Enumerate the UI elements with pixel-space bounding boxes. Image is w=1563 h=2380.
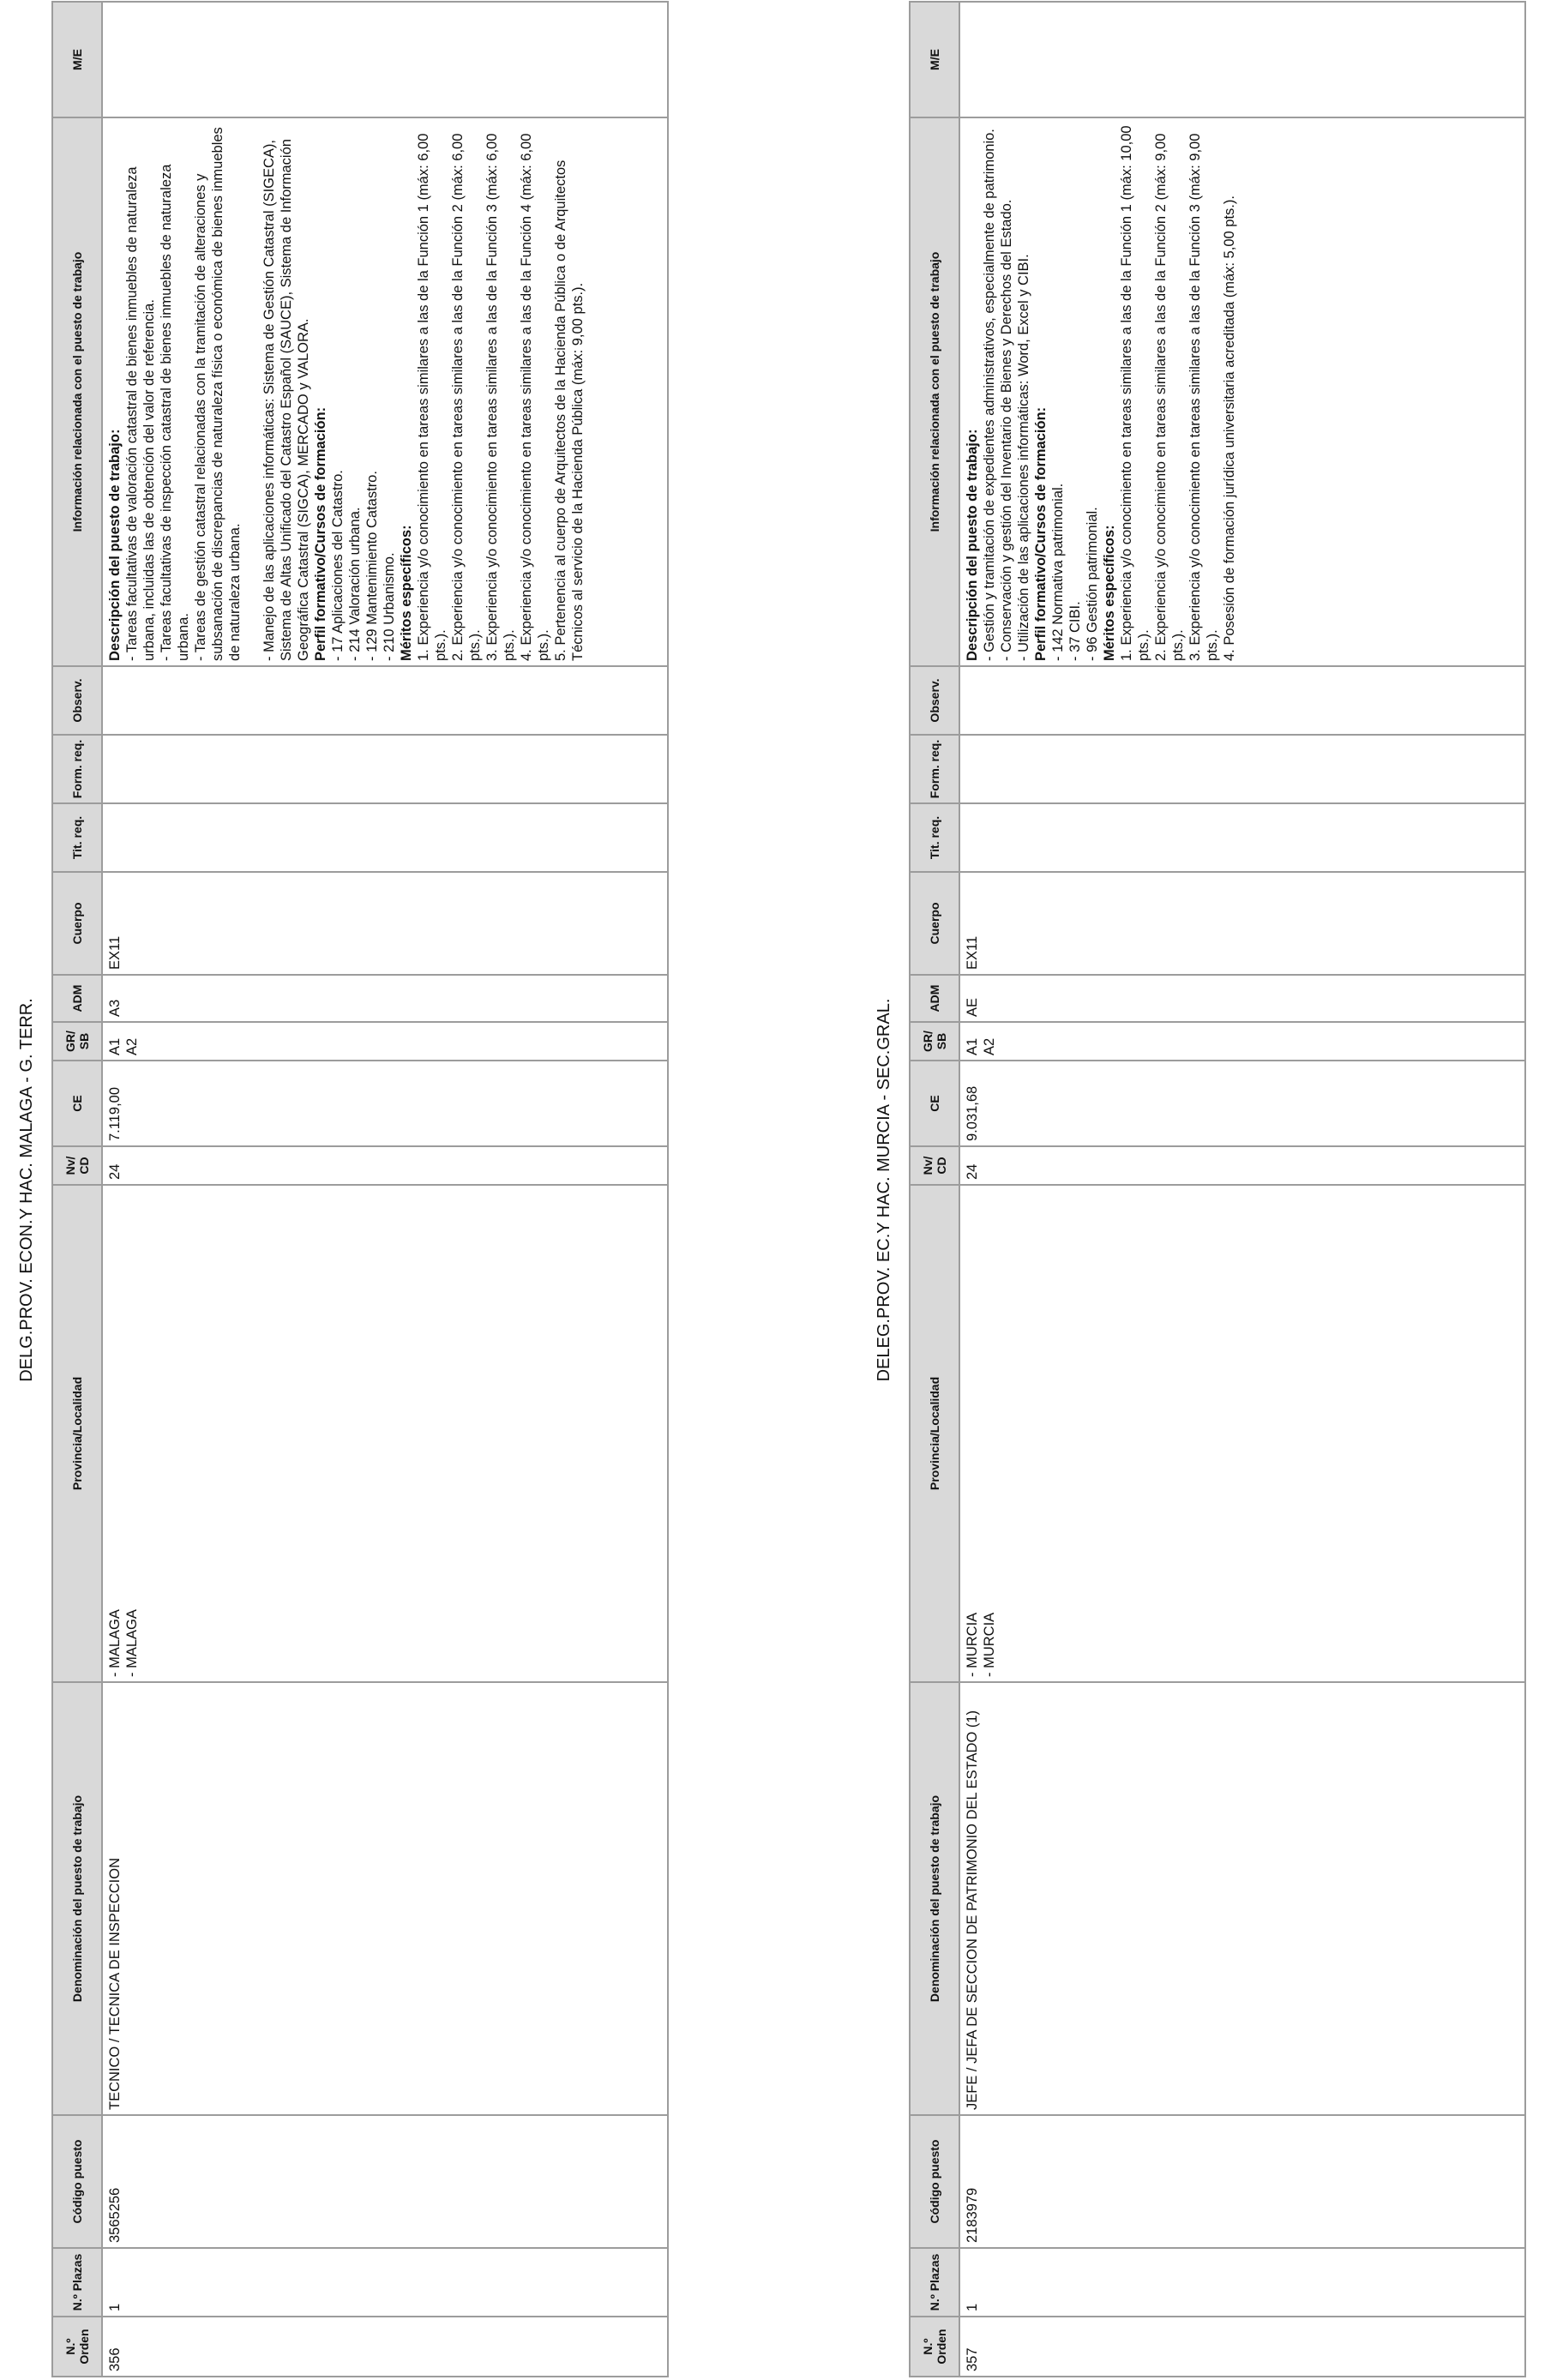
cell-adm: A3 xyxy=(102,975,668,1022)
col-grupo xyxy=(52,1022,102,1061)
cell-informacion xyxy=(959,117,1525,666)
descripcion-line: - Tareas de gestión catastral relacionadas con la tramitación de alteraciones y subsanación de discrepancias de naturaleza física o económica de bienes inmuebles de naturaleza urbana. xyxy=(193,127,243,661)
cell-cuerpo: EX11 xyxy=(959,872,1525,975)
merito-line: 1. Experiencia y/o conocimiento en tareas similares a las de la Función 1 (máx: 6,00 pts.). xyxy=(416,133,448,661)
cell-provincia xyxy=(102,1185,668,1682)
cell-observaciones xyxy=(102,666,668,735)
merito-line: 4. Posesión de formación jurídica universitaria acreditada (máx: 5,00 pts.). xyxy=(1222,195,1237,661)
col-grupo-b: SB xyxy=(935,1032,948,1050)
cell-me xyxy=(959,2,1525,117)
cell-plazas: 1 xyxy=(959,2248,1525,2317)
cell-orden: 357 xyxy=(959,2317,1525,2377)
col-ce: CE xyxy=(52,1061,102,1146)
col-codigo: Código puesto xyxy=(52,2115,102,2248)
blank-line xyxy=(243,123,261,661)
col-plazas: N.º Plazas xyxy=(52,2248,102,2317)
col-informacion: Información relacionada con el puesto de trabajo xyxy=(910,117,959,666)
descripcion-line: - Tareas facultativas de valoración catastral de bienes inmuebles de naturaleza urbana, incluidas las de obtención del valor de referencia. xyxy=(124,166,157,661)
col-cuerpo: Cuerpo xyxy=(52,872,102,975)
cell-denominacion: TECNICO / TECNICA DE INSPECCION xyxy=(102,1682,668,2115)
col-ce: CE xyxy=(910,1061,959,1146)
descripcion-line: - Utilización de las aplicaciones informáticas: Word, Excel y CIBI. xyxy=(1016,254,1031,661)
cell-denominacion: JEFE / JEFA DE SECCION DE PATRIMONIO DEL ESTADO (1) xyxy=(959,1682,1525,2115)
col-titulacion: Tit. req. xyxy=(910,803,959,872)
meritos-title: Méritos específicos: xyxy=(399,525,414,661)
merito-line: 1. Experiencia y/o conocimiento en tareas similares a las de la Función 1 (máx: 10,00 pts.). xyxy=(1119,125,1151,661)
col-orden: N.º Orden xyxy=(52,2317,102,2377)
col-informacion: Información relacionada con el puesto de trabajo xyxy=(52,117,102,666)
cell-provincia xyxy=(959,1185,1525,1682)
cell-me xyxy=(102,2,668,117)
perfil-title: Perfil formativo/Cursos de formación: xyxy=(313,406,328,661)
col-me: M/E xyxy=(52,2,102,117)
cell-codigo: 2183979 xyxy=(959,2115,1525,2248)
grupo-line: A2 xyxy=(982,1037,997,1055)
col-orden: N.º Orden xyxy=(910,2317,959,2377)
descripcion-line: - Tareas facultativas de inspección catastral de bienes inmuebles de naturaleza urbana. xyxy=(159,164,191,661)
cell-orden: 356 xyxy=(102,2317,668,2377)
perfil-line: - 129 Mantenimiento Catastro. xyxy=(364,471,380,661)
section-heading: DELEG.PROV. EC.Y HAC. MURCIA - SEC.GRAL. xyxy=(875,998,893,1382)
block-malaga xyxy=(0,3,669,2377)
col-adm: ADM xyxy=(52,975,102,1022)
grupo-line: A1 xyxy=(965,1037,980,1055)
cell-ce: 9.031,68 xyxy=(959,1061,1525,1146)
provincia-line: - MALAGA xyxy=(124,1609,140,1677)
perfil-line: - 214 Valoración urbana. xyxy=(347,507,363,661)
perfil-line: - 210 Urbanismo. xyxy=(382,552,397,661)
col-nivel-b: CD xyxy=(935,1157,948,1175)
merito-line: 2. Experiencia y/o conocimiento en tareas similares a las de la Función 2 (máx: 9,00 pts.). xyxy=(1153,133,1186,661)
cell-formacion xyxy=(959,735,1525,803)
cell-plazas: 1 xyxy=(102,2248,668,2317)
col-titulacion: Tit. req. xyxy=(52,803,102,872)
col-observaciones: Observ. xyxy=(52,666,102,735)
merito-line: 5. Pertenencia al cuerpo de Arquitectos de la Hacienda Pública o de Arquitectos Técnicos al servicio de la Hacienda Pública (máx: 9,00 pts.). xyxy=(553,159,586,661)
col-grupo xyxy=(910,1022,959,1061)
cell-observaciones xyxy=(959,666,1525,735)
descripcion-line: - Manejo de las aplicaciones informáticas: Sistema de Gestión Catastral (SIGECA), Sistema de Altas Unificado del Catastro Español (SAUCE), Sistema de Información Geográfica Catastral (SIGCA), MERCADO y VALORA. xyxy=(262,139,311,661)
cell-adm: AE xyxy=(959,975,1525,1022)
col-grupo-a: GR/ xyxy=(63,1031,77,1052)
positions-table xyxy=(909,1,1526,2377)
cell-grupo xyxy=(102,1022,668,1061)
perfil-line: - 17 Aplicaciones del Catastro. xyxy=(330,470,346,661)
col-plazas: N.º Plazas xyxy=(910,2248,959,2317)
perfil-line: - 96 Gestión patrimonial. xyxy=(1085,507,1100,661)
provincia-line: - MALAGA xyxy=(107,1609,123,1677)
col-formacion: Form. req. xyxy=(910,735,959,803)
merito-line: 2. Experiencia y/o conocimiento en tareas similares a las de la Función 2 (máx: 6,00 pts.). xyxy=(450,133,483,661)
col-nivel-a: Nv/ xyxy=(63,1156,77,1175)
cell-titulacion xyxy=(959,803,1525,872)
cell-formacion xyxy=(102,735,668,803)
col-provincia: Provincia/Localidad xyxy=(910,1185,959,1682)
cell-codigo: 3565256 xyxy=(102,2115,668,2248)
cell-nivel: 24 xyxy=(102,1146,668,1185)
provincia-line: - MURCIA xyxy=(982,1612,997,1677)
col-cuerpo: Cuerpo xyxy=(910,872,959,975)
cell-nivel: 24 xyxy=(959,1146,1525,1185)
cell-titulacion xyxy=(102,803,668,872)
merito-line: 4. Experiencia y/o conocimiento en tareas similares a las de la Función 4 (máx: 6,00 pts.). xyxy=(519,133,551,661)
provincia-line: - MURCIA xyxy=(965,1612,980,1677)
meritos-title: Méritos específicos: xyxy=(1102,525,1117,661)
col-grupo-a: GR/ xyxy=(921,1031,935,1052)
descripcion-line: - Conservación y gestión del Inventario de Bienes y Derechos del Estado. xyxy=(999,199,1014,661)
cell-informacion xyxy=(102,117,668,666)
col-denominacion: Denominación del puesto de trabajo xyxy=(52,1682,102,2115)
table-row xyxy=(102,2,668,2377)
block-murcia xyxy=(857,3,1526,2377)
col-codigo: Código puesto xyxy=(910,2115,959,2248)
cell-ce: 7.119,00 xyxy=(102,1061,668,1146)
positions-table xyxy=(51,1,669,2377)
section-heading: DELG.PROV. ECON.Y HAC. MALAGA - G. TERR. xyxy=(17,998,36,1382)
table-row xyxy=(959,2,1525,2377)
col-nivel xyxy=(52,1146,102,1185)
col-nivel-b: CD xyxy=(77,1157,91,1175)
col-nivel-a: Nv/ xyxy=(921,1156,935,1175)
descripcion-title: Descripción del puesto de trabajo: xyxy=(965,429,980,661)
col-provincia: Provincia/Localidad xyxy=(52,1185,102,1682)
descripcion-line: - Gestión y tramitación de expedientes administrativos, especialmente de patrimonio. xyxy=(982,129,997,661)
perfil-line: - 37 CIBI. xyxy=(1067,601,1083,661)
col-adm: ADM xyxy=(910,975,959,1022)
merito-line: 3. Experiencia y/o conocimiento en tareas similares a las de la Función 3 (máx: 6,00 pts.). xyxy=(484,133,517,661)
merito-line: 3. Experiencia y/o conocimiento en tareas similares a las de la Función 3 (máx: 9,00 pts.). xyxy=(1187,133,1220,661)
col-observaciones: Observ. xyxy=(910,666,959,735)
col-denominacion: Denominación del puesto de trabajo xyxy=(910,1682,959,2115)
cell-cuerpo: EX11 xyxy=(102,872,668,975)
descripcion-title: Descripción del puesto de trabajo: xyxy=(107,429,123,661)
header-row xyxy=(52,2,102,2377)
col-nivel xyxy=(910,1146,959,1185)
perfil-title: Perfil formativo/Cursos de formación: xyxy=(1033,406,1049,661)
col-grupo-b: SB xyxy=(77,1032,91,1050)
header-row xyxy=(910,2,959,2377)
grupo-line: A2 xyxy=(124,1037,140,1055)
col-me: M/E xyxy=(910,2,959,117)
grupo-line: A1 xyxy=(107,1037,123,1055)
perfil-line: - 142 Normativa patrimonial. xyxy=(1050,483,1066,661)
cell-grupo xyxy=(959,1022,1525,1061)
col-formacion: Form. req. xyxy=(52,735,102,803)
